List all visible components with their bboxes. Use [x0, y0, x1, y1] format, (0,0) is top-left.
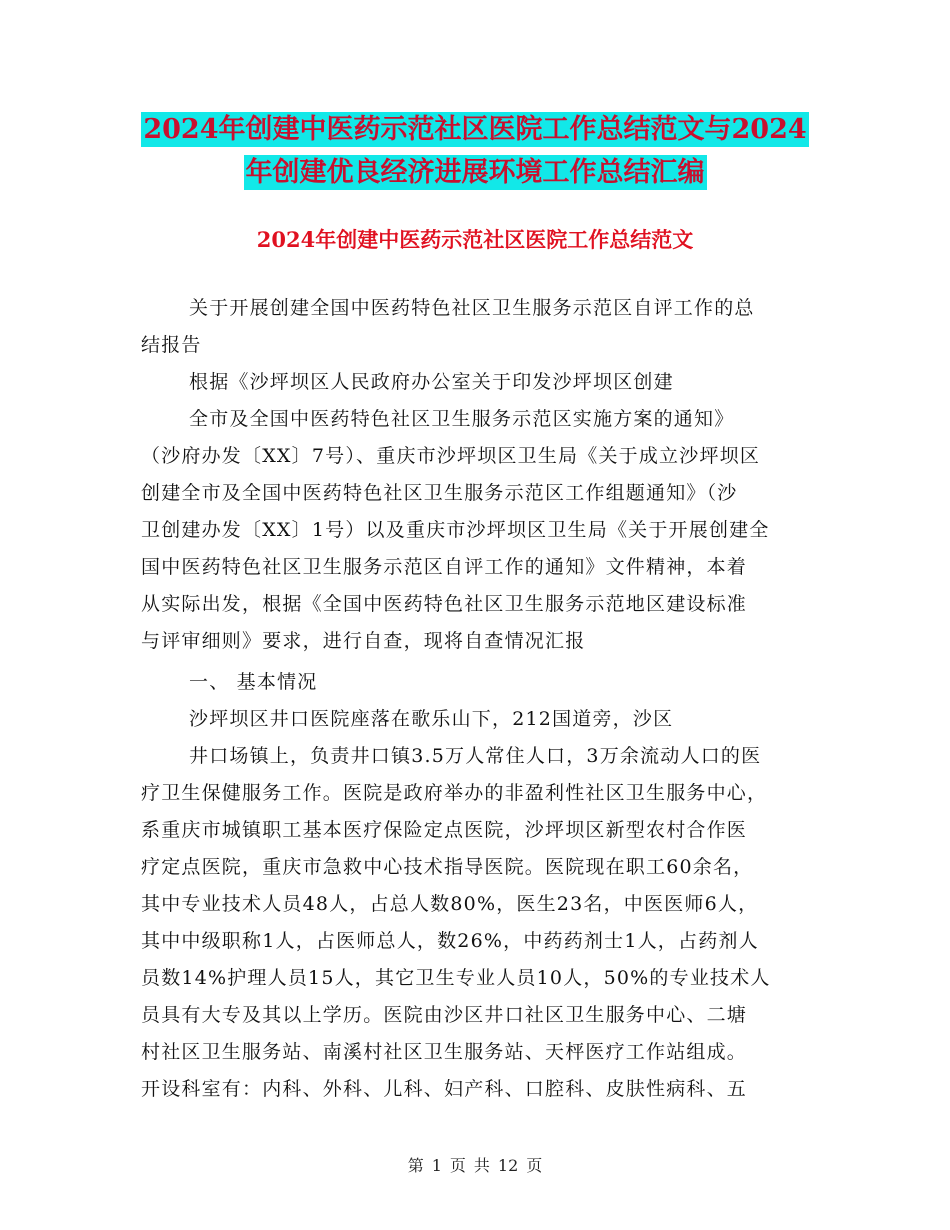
body-line: （沙府办发〔XX〕7号）、重庆市沙坪坝区卫生局《关于成立沙坪坝区 — [141, 445, 761, 467]
section-subtitle: 2024年创建中医药示范社区医院工作总结范文 — [256, 227, 694, 252]
body-line: 结报告 — [141, 334, 202, 356]
body-line: 员具有大专及其以上学历。医院由沙区井口社区卫生服务中心、二塘 — [141, 1004, 748, 1026]
document-title-line-1: 2024年创建中医药示范社区医院工作总结范文与2024 — [143, 114, 807, 145]
body-line: 从实际出发，根据《全国中医药特色社区卫生服务示范地区建设标准 — [141, 593, 748, 615]
body-line: 其中专业技术人员48人，占总人数80%，医生23名，中医医师6人， — [141, 893, 759, 915]
body-line: 全市及全国中医药特色社区卫生服务示范区实施方案的通知》 — [189, 408, 735, 430]
body-line: 井口场镇上，负责井口镇3.5万人常住人口，3万余流动人口的医 — [189, 745, 762, 767]
footer-ye: 页 — [449, 1156, 466, 1175]
body-line: 开设科室有：内科、外科、儿科、妇产科、口腔科、皮肤性病科、五 — [141, 1078, 748, 1100]
footer-gong: 共 — [473, 1156, 490, 1175]
section-heading: 一、 基本情况 — [189, 671, 318, 693]
body-line: 村社区卫生服务站、南溪村社区卫生服务站、天枰医疗工作站组成。 — [141, 1041, 748, 1063]
page-footer — [0, 1156, 950, 1176]
document-title-line-2: 年创建优良经济进展环境工作总结汇编 — [245, 157, 705, 188]
body-line: 员数14%护理人员15人，其它卫生专业人员10人，50%的专业技术人 — [141, 967, 771, 989]
footer-di: 第 — [407, 1156, 424, 1175]
body-line: 创建全市及全国中医药特色社区卫生服务示范区工作组题通知》（沙 — [141, 482, 738, 504]
body-line: 系重庆市城镇职工基本医疗保险定点医院，沙坪坝区新型农村合作医 — [141, 819, 748, 841]
body-line: 疗卫生保健服务工作。医院是政府举办的非盈利性社区卫生服务中心， — [141, 782, 768, 804]
body-line: 沙坪坝区井口医院座落在歌乐山下，212国道旁，沙区 — [189, 708, 674, 730]
page-total: 12 — [497, 1156, 519, 1175]
body-line: 疗定点医院，重庆市急救中心技术指导医院。医院现在职工60余名， — [141, 856, 754, 878]
body-line: 关于开展创建全国中医药特色社区卫生服务示范区自评工作的总 — [189, 297, 755, 319]
body-line: 根据《沙坪坝区人民政府办公室关于印发沙坪坝区创建 — [189, 371, 674, 393]
body-line: 卫创建办发〔XX〕1号）以及重庆市沙坪坝区卫生局《关于开展创建全 — [141, 519, 770, 541]
body-line: 其中中级职称1人，占医师总人，数26%，中药药剂士1人，占药剂人 — [141, 930, 759, 952]
page-number: 1 — [431, 1156, 442, 1175]
footer-ye2: 页 — [526, 1156, 543, 1175]
body-line: 与评审细则》要求，进行自查，现将自查情况汇报 — [141, 630, 586, 652]
body-line: 国中医药特色社区卫生服务示范区自评工作的通知》文件精神，本着 — [141, 556, 748, 578]
